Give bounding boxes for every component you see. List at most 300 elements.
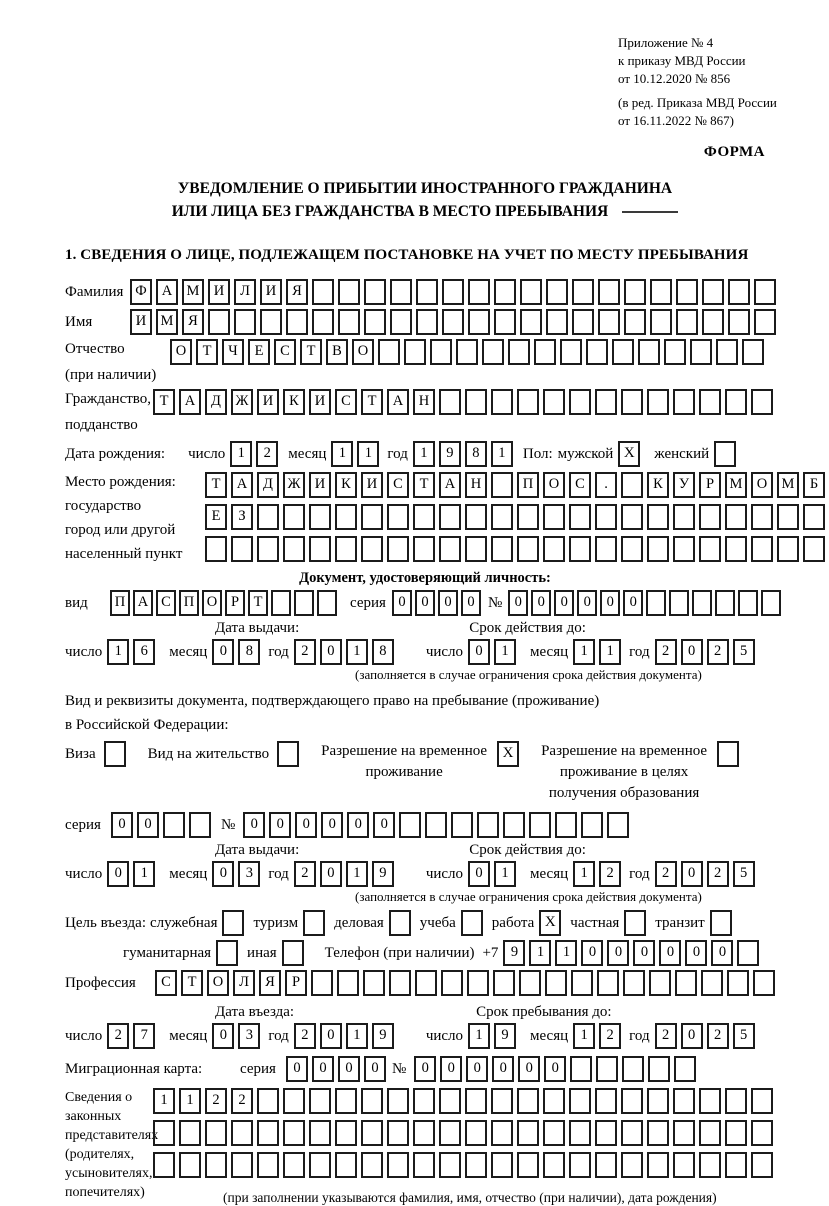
char-box[interactable]: 0 xyxy=(321,812,343,838)
char-box[interactable] xyxy=(231,536,253,562)
char-box[interactable] xyxy=(777,536,799,562)
char-box[interactable] xyxy=(257,504,279,530)
char-box[interactable] xyxy=(517,389,539,415)
char-box[interactable]: 0 xyxy=(577,590,597,616)
char-box[interactable] xyxy=(257,1088,279,1114)
char-box[interactable]: И xyxy=(260,279,282,305)
char-box[interactable]: Д xyxy=(205,389,227,415)
male-checkbox[interactable]: X xyxy=(618,441,640,467)
char-box[interactable]: 0 xyxy=(508,590,528,616)
char-box[interactable] xyxy=(439,1088,461,1114)
char-box[interactable]: Ч xyxy=(222,339,244,365)
char-box[interactable]: 0 xyxy=(711,940,733,966)
char-box[interactable]: Т xyxy=(413,472,435,498)
char-box[interactable] xyxy=(546,309,568,335)
char-box[interactable] xyxy=(520,309,542,335)
char-box[interactable] xyxy=(623,970,645,996)
char-box[interactable]: Ж xyxy=(283,472,305,498)
char-box[interactable]: 0 xyxy=(531,590,551,616)
char-box[interactable]: 1 xyxy=(346,639,368,665)
char-box[interactable] xyxy=(569,1088,591,1114)
char-box[interactable]: Я xyxy=(259,970,281,996)
char-box[interactable] xyxy=(751,389,773,415)
char-box[interactable] xyxy=(335,536,357,562)
char-box[interactable] xyxy=(595,536,617,562)
char-box[interactable] xyxy=(647,1088,669,1114)
char-box[interactable]: 0 xyxy=(607,940,629,966)
char-box[interactable] xyxy=(257,1152,279,1178)
char-box[interactable] xyxy=(699,1120,721,1146)
char-box[interactable] xyxy=(311,970,333,996)
char-box[interactable] xyxy=(338,279,360,305)
char-box[interactable]: 0 xyxy=(111,812,133,838)
char-box[interactable] xyxy=(571,970,593,996)
char-box[interactable]: З xyxy=(231,504,253,530)
char-box[interactable] xyxy=(415,970,437,996)
char-box[interactable]: 2 xyxy=(256,441,278,467)
char-box[interactable] xyxy=(570,1056,592,1082)
char-box[interactable]: С xyxy=(335,389,357,415)
char-box[interactable] xyxy=(335,1120,357,1146)
char-box[interactable]: 0 xyxy=(286,1056,308,1082)
char-box[interactable] xyxy=(404,339,426,365)
char-box[interactable] xyxy=(546,279,568,305)
char-box[interactable] xyxy=(517,536,539,562)
char-box[interactable] xyxy=(555,812,577,838)
char-box[interactable] xyxy=(520,279,542,305)
char-box[interactable] xyxy=(439,1120,461,1146)
char-box[interactable]: С xyxy=(155,970,177,996)
char-box[interactable] xyxy=(647,536,669,562)
char-box[interactable] xyxy=(309,1088,331,1114)
char-box[interactable]: 2 xyxy=(655,861,677,887)
char-box[interactable] xyxy=(715,590,735,616)
char-box[interactable] xyxy=(283,1152,305,1178)
char-box[interactable] xyxy=(728,279,750,305)
char-box[interactable]: Я xyxy=(182,309,204,335)
char-box[interactable]: 1 xyxy=(491,441,513,467)
char-box[interactable] xyxy=(543,504,565,530)
char-box[interactable] xyxy=(491,472,513,498)
char-box[interactable]: 0 xyxy=(212,1023,234,1049)
char-box[interactable] xyxy=(569,389,591,415)
char-box[interactable] xyxy=(257,1120,279,1146)
char-box[interactable] xyxy=(751,1088,773,1114)
char-box[interactable] xyxy=(751,504,773,530)
char-box[interactable] xyxy=(676,279,698,305)
char-box[interactable]: 0 xyxy=(554,590,574,616)
char-box[interactable] xyxy=(493,970,515,996)
char-box[interactable] xyxy=(439,504,461,530)
char-box[interactable]: 1 xyxy=(573,1023,595,1049)
char-box[interactable] xyxy=(647,504,669,530)
char-box[interactable]: 1 xyxy=(573,639,595,665)
char-box[interactable] xyxy=(624,309,646,335)
char-box[interactable] xyxy=(465,1088,487,1114)
char-box[interactable] xyxy=(456,339,478,365)
char-box[interactable] xyxy=(725,389,747,415)
char-box[interactable] xyxy=(638,339,660,365)
char-box[interactable]: 3 xyxy=(238,1023,260,1049)
char-box[interactable] xyxy=(621,1088,643,1114)
char-box[interactable]: 1 xyxy=(230,441,252,467)
char-box[interactable]: 6 xyxy=(133,639,155,665)
char-box[interactable]: У xyxy=(673,472,695,498)
char-box[interactable]: 1 xyxy=(494,639,516,665)
char-box[interactable]: И xyxy=(257,389,279,415)
char-box[interactable]: 0 xyxy=(623,590,643,616)
char-box[interactable] xyxy=(699,504,721,530)
char-box[interactable]: Ж xyxy=(231,389,253,415)
char-box[interactable] xyxy=(465,504,487,530)
char-box[interactable] xyxy=(569,536,591,562)
char-box[interactable] xyxy=(439,536,461,562)
char-box[interactable] xyxy=(572,279,594,305)
char-box[interactable] xyxy=(494,309,516,335)
char-box[interactable]: К xyxy=(335,472,357,498)
char-box[interactable]: Т xyxy=(196,339,218,365)
char-box[interactable] xyxy=(650,279,672,305)
char-box[interactable] xyxy=(387,536,409,562)
char-box[interactable]: Т xyxy=(248,590,268,616)
char-box[interactable]: 7 xyxy=(133,1023,155,1049)
char-box[interactable] xyxy=(517,1088,539,1114)
char-box[interactable]: Е xyxy=(248,339,270,365)
char-box[interactable] xyxy=(468,309,490,335)
char-box[interactable]: 2 xyxy=(599,1023,621,1049)
char-box[interactable] xyxy=(439,389,461,415)
char-box[interactable] xyxy=(569,1152,591,1178)
char-box[interactable]: 1 xyxy=(357,441,379,467)
char-box[interactable] xyxy=(442,279,464,305)
char-box[interactable] xyxy=(335,1152,357,1178)
char-box[interactable]: 5 xyxy=(733,1023,755,1049)
char-box[interactable]: 0 xyxy=(320,639,342,665)
char-box[interactable]: В xyxy=(326,339,348,365)
checkbox-gumanitarnaya[interactable] xyxy=(216,940,238,966)
char-box[interactable]: М xyxy=(156,309,178,335)
char-box[interactable]: С xyxy=(156,590,176,616)
char-box[interactable] xyxy=(621,1152,643,1178)
char-box[interactable] xyxy=(416,309,438,335)
char-box[interactable]: 0 xyxy=(440,1056,462,1082)
char-box[interactable] xyxy=(519,970,541,996)
char-box[interactable]: 5 xyxy=(733,861,755,887)
char-box[interactable] xyxy=(673,1152,695,1178)
char-box[interactable] xyxy=(650,309,672,335)
char-box[interactable] xyxy=(692,590,712,616)
char-box[interactable] xyxy=(491,1088,513,1114)
char-box[interactable]: 1 xyxy=(346,861,368,887)
char-box[interactable] xyxy=(465,1120,487,1146)
char-box[interactable] xyxy=(317,590,337,616)
char-box[interactable]: 2 xyxy=(707,861,729,887)
char-box[interactable] xyxy=(675,970,697,996)
char-box[interactable] xyxy=(416,279,438,305)
char-box[interactable] xyxy=(742,339,764,365)
char-box[interactable] xyxy=(309,1152,331,1178)
char-box[interactable] xyxy=(624,279,646,305)
char-box[interactable]: Л xyxy=(233,970,255,996)
char-box[interactable]: 0 xyxy=(468,639,490,665)
char-box[interactable]: 0 xyxy=(468,861,490,887)
char-box[interactable]: Я xyxy=(286,279,308,305)
char-box[interactable]: 0 xyxy=(373,812,395,838)
char-box[interactable]: Т xyxy=(181,970,203,996)
char-box[interactable]: 1 xyxy=(133,861,155,887)
char-box[interactable] xyxy=(621,389,643,415)
char-box[interactable] xyxy=(612,339,634,365)
char-box[interactable] xyxy=(647,389,669,415)
char-box[interactable]: 2 xyxy=(655,1023,677,1049)
char-box[interactable] xyxy=(699,1088,721,1114)
char-box[interactable] xyxy=(621,536,643,562)
char-box[interactable]: 0 xyxy=(492,1056,514,1082)
char-box[interactable] xyxy=(451,812,473,838)
char-box[interactable] xyxy=(569,1120,591,1146)
char-box[interactable]: Т xyxy=(300,339,322,365)
char-box[interactable] xyxy=(465,536,487,562)
checkbox-delovaya[interactable] xyxy=(389,910,411,936)
char-box[interactable] xyxy=(595,1088,617,1114)
char-box[interactable] xyxy=(517,504,539,530)
char-box[interactable] xyxy=(534,339,556,365)
char-box[interactable] xyxy=(621,1120,643,1146)
char-box[interactable] xyxy=(543,1120,565,1146)
char-box[interactable] xyxy=(754,279,776,305)
char-box[interactable] xyxy=(777,504,799,530)
char-box[interactable] xyxy=(163,812,185,838)
char-box[interactable] xyxy=(231,1152,253,1178)
char-box[interactable]: 0 xyxy=(414,1056,436,1082)
char-box[interactable] xyxy=(260,309,282,335)
char-box[interactable] xyxy=(543,389,565,415)
char-box[interactable]: О xyxy=(543,472,565,498)
char-box[interactable]: Б xyxy=(803,472,825,498)
char-box[interactable]: 9 xyxy=(439,441,461,467)
char-box[interactable] xyxy=(702,279,724,305)
char-box[interactable] xyxy=(441,970,463,996)
char-box[interactable] xyxy=(664,339,686,365)
char-box[interactable]: Е xyxy=(205,504,227,530)
char-box[interactable] xyxy=(271,590,291,616)
char-box[interactable]: М xyxy=(182,279,204,305)
char-box[interactable] xyxy=(387,504,409,530)
char-box[interactable]: М xyxy=(725,472,747,498)
char-box[interactable]: 0 xyxy=(681,639,703,665)
checkbox-turizm[interactable] xyxy=(303,910,325,936)
char-box[interactable] xyxy=(491,1152,513,1178)
char-box[interactable]: К xyxy=(283,389,305,415)
char-box[interactable]: 0 xyxy=(600,590,620,616)
char-box[interactable]: О xyxy=(170,339,192,365)
char-box[interactable]: 0 xyxy=(633,940,655,966)
char-box[interactable] xyxy=(439,1152,461,1178)
char-box[interactable] xyxy=(529,812,551,838)
char-box[interactable]: И xyxy=(130,309,152,335)
char-box[interactable]: О xyxy=(352,339,374,365)
char-box[interactable]: 0 xyxy=(364,1056,386,1082)
char-box[interactable] xyxy=(543,1088,565,1114)
char-box[interactable] xyxy=(465,1152,487,1178)
char-box[interactable] xyxy=(647,1120,669,1146)
char-box[interactable]: Д xyxy=(257,472,279,498)
char-box[interactable] xyxy=(491,536,513,562)
female-checkbox[interactable] xyxy=(714,441,736,467)
char-box[interactable] xyxy=(387,1120,409,1146)
char-box[interactable] xyxy=(673,1120,695,1146)
char-box[interactable]: 1 xyxy=(529,940,551,966)
char-box[interactable] xyxy=(597,970,619,996)
char-box[interactable] xyxy=(309,504,331,530)
char-box[interactable] xyxy=(364,279,386,305)
char-box[interactable] xyxy=(761,590,781,616)
char-box[interactable]: 0 xyxy=(212,861,234,887)
char-box[interactable] xyxy=(361,1088,383,1114)
char-box[interactable] xyxy=(283,1120,305,1146)
char-box[interactable]: 9 xyxy=(503,940,525,966)
char-box[interactable]: 8 xyxy=(372,639,394,665)
char-box[interactable]: 0 xyxy=(681,861,703,887)
char-box[interactable]: 0 xyxy=(269,812,291,838)
char-box[interactable]: 1 xyxy=(494,861,516,887)
char-box[interactable] xyxy=(649,970,671,996)
temp-residence-checkbox[interactable]: X xyxy=(497,741,519,767)
char-box[interactable]: 2 xyxy=(294,639,316,665)
char-box[interactable]: 9 xyxy=(372,1023,394,1049)
char-box[interactable]: Н xyxy=(413,389,435,415)
char-box[interactable]: П xyxy=(110,590,130,616)
checkbox-tranzit[interactable] xyxy=(710,910,732,936)
char-box[interactable]: И xyxy=(309,472,331,498)
char-box[interactable]: 0 xyxy=(320,861,342,887)
char-box[interactable]: 1 xyxy=(573,861,595,887)
char-box[interactable] xyxy=(361,1152,383,1178)
char-box[interactable]: 0 xyxy=(392,590,412,616)
char-box[interactable] xyxy=(725,1120,747,1146)
char-box[interactable] xyxy=(543,1152,565,1178)
char-box[interactable] xyxy=(560,339,582,365)
char-box[interactable]: И xyxy=(361,472,383,498)
char-box[interactable] xyxy=(231,1120,253,1146)
char-box[interactable] xyxy=(378,339,400,365)
residence-permit-checkbox[interactable] xyxy=(277,741,299,767)
char-box[interactable]: Н xyxy=(465,472,487,498)
char-box[interactable] xyxy=(702,309,724,335)
char-box[interactable]: А xyxy=(179,389,201,415)
char-box[interactable] xyxy=(390,279,412,305)
char-box[interactable] xyxy=(205,1120,227,1146)
char-box[interactable] xyxy=(598,309,620,335)
char-box[interactable] xyxy=(648,1056,670,1082)
char-box[interactable]: 1 xyxy=(468,1023,490,1049)
char-box[interactable] xyxy=(189,812,211,838)
char-box[interactable]: 0 xyxy=(137,812,159,838)
char-box[interactable]: 1 xyxy=(331,441,353,467)
char-box[interactable] xyxy=(491,1120,513,1146)
char-box[interactable] xyxy=(363,970,385,996)
char-box[interactable]: 0 xyxy=(659,940,681,966)
char-box[interactable] xyxy=(399,812,421,838)
char-box[interactable] xyxy=(335,1088,357,1114)
char-box[interactable]: 5 xyxy=(733,639,755,665)
char-box[interactable]: Т xyxy=(361,389,383,415)
char-box[interactable] xyxy=(725,1152,747,1178)
char-box[interactable] xyxy=(586,339,608,365)
char-box[interactable]: О xyxy=(751,472,773,498)
char-box[interactable] xyxy=(737,940,759,966)
char-box[interactable]: 2 xyxy=(294,1023,316,1049)
char-box[interactable]: П xyxy=(517,472,539,498)
char-box[interactable]: Р xyxy=(285,970,307,996)
char-box[interactable] xyxy=(803,504,825,530)
char-box[interactable]: 0 xyxy=(544,1056,566,1082)
char-box[interactable]: 0 xyxy=(681,1023,703,1049)
char-box[interactable]: М xyxy=(777,472,799,498)
char-box[interactable] xyxy=(725,536,747,562)
char-box[interactable]: 0 xyxy=(312,1056,334,1082)
char-box[interactable]: 2 xyxy=(294,861,316,887)
char-box[interactable]: Т xyxy=(153,389,175,415)
char-box[interactable] xyxy=(442,309,464,335)
char-box[interactable] xyxy=(701,970,723,996)
char-box[interactable]: А xyxy=(439,472,461,498)
char-box[interactable] xyxy=(477,812,499,838)
char-box[interactable] xyxy=(751,1152,773,1178)
char-box[interactable]: 2 xyxy=(599,861,621,887)
char-box[interactable]: 9 xyxy=(494,1023,516,1049)
char-box[interactable]: А xyxy=(231,472,253,498)
char-box[interactable] xyxy=(361,1120,383,1146)
char-box[interactable] xyxy=(338,309,360,335)
char-box[interactable] xyxy=(595,1120,617,1146)
char-box[interactable] xyxy=(413,1152,435,1178)
char-box[interactable]: 0 xyxy=(415,590,435,616)
char-box[interactable] xyxy=(543,536,565,562)
char-box[interactable]: 8 xyxy=(238,639,260,665)
char-box[interactable]: 2 xyxy=(107,1023,129,1049)
char-box[interactable]: 0 xyxy=(295,812,317,838)
char-box[interactable]: П xyxy=(179,590,199,616)
char-box[interactable]: 1 xyxy=(346,1023,368,1049)
char-box[interactable]: С xyxy=(274,339,296,365)
char-box[interactable]: 2 xyxy=(205,1088,227,1114)
char-box[interactable] xyxy=(337,970,359,996)
char-box[interactable] xyxy=(699,1152,721,1178)
char-box[interactable]: Ф xyxy=(130,279,152,305)
char-box[interactable]: . xyxy=(595,472,617,498)
char-box[interactable] xyxy=(389,970,411,996)
char-box[interactable] xyxy=(669,590,689,616)
checkbox-inaya[interactable] xyxy=(282,940,304,966)
char-box[interactable] xyxy=(413,1088,435,1114)
char-box[interactable] xyxy=(494,279,516,305)
char-box[interactable]: Л xyxy=(234,279,256,305)
char-box[interactable] xyxy=(482,339,504,365)
char-box[interactable] xyxy=(751,536,773,562)
char-box[interactable]: К xyxy=(647,472,669,498)
char-box[interactable] xyxy=(622,1056,644,1082)
char-box[interactable] xyxy=(673,389,695,415)
char-box[interactable]: 1 xyxy=(555,940,577,966)
char-box[interactable]: 0 xyxy=(438,590,458,616)
char-box[interactable] xyxy=(647,1152,669,1178)
char-box[interactable]: 1 xyxy=(599,639,621,665)
char-box[interactable]: И xyxy=(208,279,230,305)
checkbox-ucheba[interactable] xyxy=(461,910,483,936)
char-box[interactable] xyxy=(491,504,513,530)
checkbox-sluzhebnaya[interactable] xyxy=(222,910,244,936)
